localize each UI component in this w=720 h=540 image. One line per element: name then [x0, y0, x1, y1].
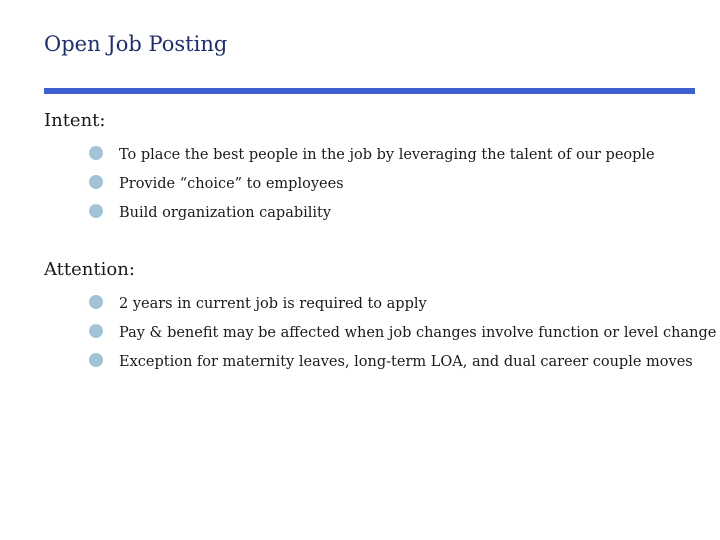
intent-item	[44, 198, 655, 227]
attention-item-text: Exception for maternity leaves, long-term LOA, and dual career couple moves	[119, 353, 693, 370]
intent-item	[44, 169, 655, 198]
title-divider	[44, 88, 695, 94]
bullet-dot-icon	[89, 295, 103, 309]
bullet-dot-icon	[89, 353, 103, 367]
attention-item	[44, 347, 716, 376]
intent-item-text: Provide “choice” to employees	[119, 175, 344, 192]
intent-item-text: To place the best people in the job by leveraging the talent of our people	[119, 146, 655, 163]
attention-item	[44, 289, 716, 318]
intent-item	[44, 140, 655, 169]
intent-list	[44, 140, 655, 227]
attention-item-text: Pay & benefit may be affected when job changes involve function or level change	[119, 324, 717, 341]
intent-heading: Intent:	[44, 110, 106, 131]
attention-section	[44, 257, 716, 376]
bullet-dot-icon	[89, 204, 103, 218]
slide-title: Open Job Posting	[44, 32, 228, 56]
attention-heading: Attention:	[44, 259, 135, 280]
bullet-dot-icon	[89, 324, 103, 338]
attention-list	[44, 289, 716, 376]
intent-item-text: Build organization capability	[119, 204, 332, 221]
bullet-dot-icon	[89, 175, 103, 189]
attention-item	[44, 318, 716, 347]
bullet-dot-icon	[89, 146, 103, 160]
intent-section	[44, 108, 655, 227]
attention-item-text: 2 years in current job is required to apply	[119, 295, 427, 312]
